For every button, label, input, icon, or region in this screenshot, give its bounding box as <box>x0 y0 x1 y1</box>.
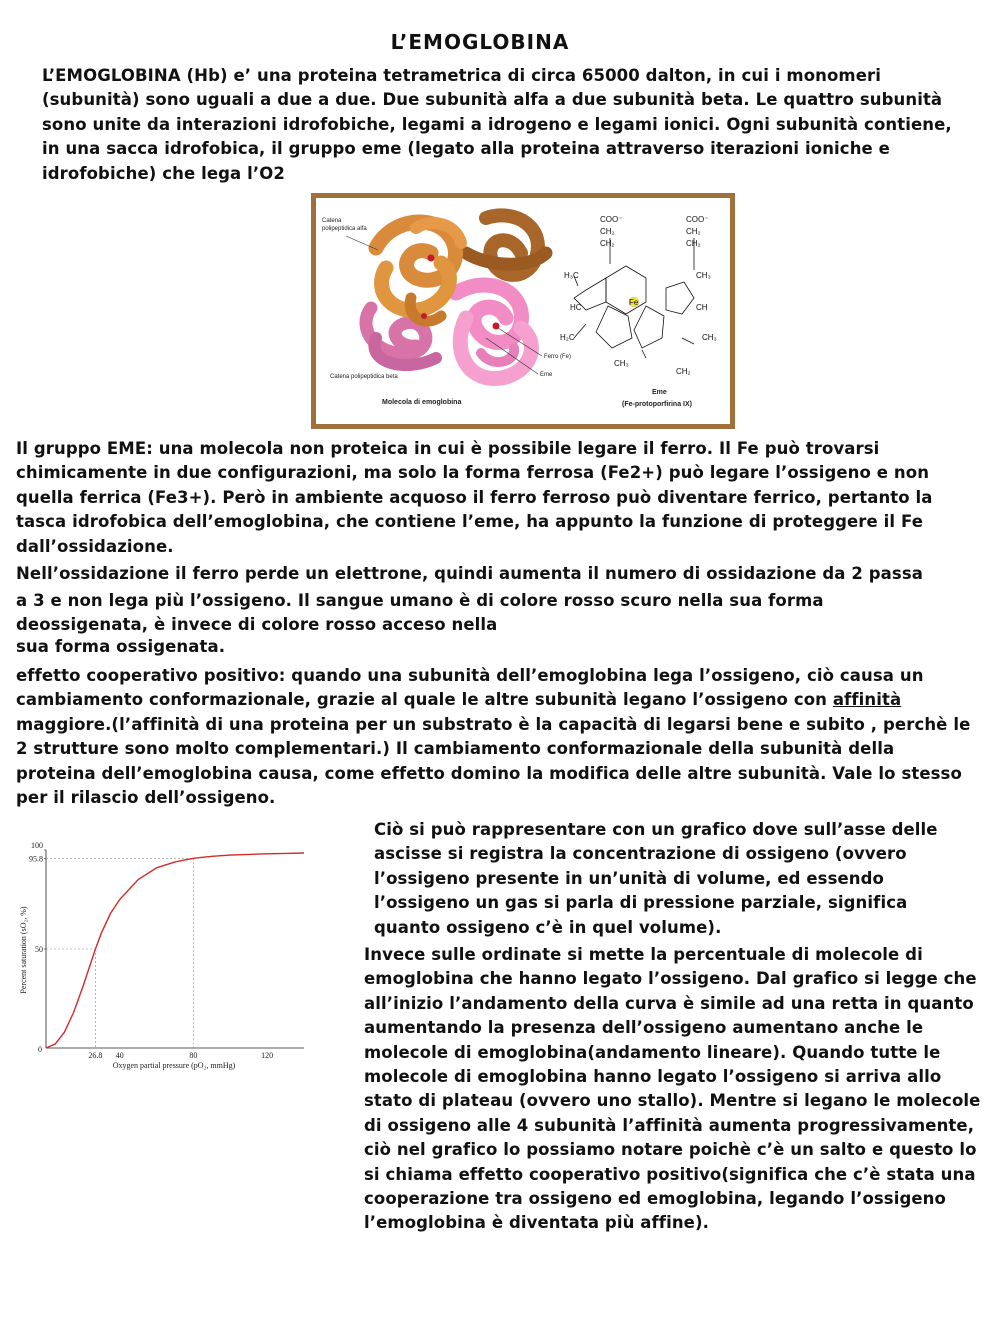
y-tick-label: 95.8 <box>29 854 43 864</box>
y-tick-label: 100 <box>31 841 43 850</box>
hemoglobin-figure <box>311 193 735 429</box>
oxidation-line-3: deossigenata, è invece di colore rosso acceso nella <box>16 615 498 634</box>
svg-text:COO⁻: COO⁻ <box>686 215 709 224</box>
alpha-chain-label-1: Catena <box>322 218 342 224</box>
iron-label: Ferro (Fe) <box>544 354 571 360</box>
chart-svg <box>14 838 314 1078</box>
hemoglobin-illustration <box>316 198 730 424</box>
heme-caption-2: (Fe-protoporfirina IX) <box>622 401 692 408</box>
heme-paragraph: Il gruppo EME: una molecola non proteica in cui è possibile legare il ferro. Il Fe può trovarsi chimicamente in due configurazioni, ma solo la forma ferrosa (Fe2+) può legare l’ossigeno e non quella ferrica (Fe3+). Però in ambiente acquoso il ferro ferroso può diventare ferrico, pertanto la tasca idrofobica dell’emoglobina, che contiene l’eme, ha appunto la funzione di proteggere il Fe dall’ossidazione. <box>16 439 933 556</box>
svg-text:HC: HC <box>570 303 582 312</box>
oxidation-paragraph <box>16 560 976 658</box>
svg-text:H₃C: H₃C <box>564 271 579 280</box>
cooperative-effect-paragraph <box>16 664 976 810</box>
svg-text:COO⁻: COO⁻ <box>600 215 623 224</box>
graph-analysis-paragraph: Invece sulle ordinate si mette la percentuale di molecole di emoglobina che hanno legato l’ossigeno. Dal grafico si legge che all’inizio l’andamento della curva è simile ad una retta in quanto aumentando la presenza dell’ossigeno aumentano anche le molecole di emoglobina(andamento lineare). Quando tutte le molecole di emoglobina hanno legato l’ossigeno si arriva allo stato di plateau (ovvero uno stallo). Mentre si legano le molecole di ossigeno alle 4 subunità l’affinità aumenta progressivamente, ciò nel grafico lo possiamo notare poichè c’è un salto e questo lo si chiama effetto cooperativo positivo(significa che c’è stata una cooperazione tra ossigeno ed emoglobina, legando l’ossigeno l’emoglobina è diventata più affine). <box>364 945 981 1233</box>
svg-text:CH₃: CH₃ <box>702 333 717 342</box>
x-axis-label: Oxygen partial pressure (pO₂, mmHg) <box>112 1061 236 1070</box>
cooperative-text-b: maggiore.(l’affinità di una proteina per un substrato è la capacità di legarsi bene e subito , perchè le 2 strutture sono molto complementari.) Il cambiamento conformazionale della subunità della proteina dell’emoglobina causa, come effetto domino la modifica delle altre subunità. Vale lo stesso per il rilascio dell’ossigeno. <box>16 714 971 808</box>
alpha-chain-label-2: polipeptidica alfa <box>322 226 367 232</box>
beta-chain-label: Catena polipeptidica beta <box>330 374 398 380</box>
svg-text:Fe: Fe <box>629 298 639 307</box>
x-tick-label: 80 <box>189 1051 198 1060</box>
svg-text:CH₂: CH₂ <box>686 239 701 248</box>
saturation-curve <box>46 853 304 1048</box>
svg-text:CH₂: CH₂ <box>600 227 615 236</box>
molecule-caption: Molecola di emoglobina <box>382 399 462 406</box>
cooperative-text-a: effetto cooperativo positivo: quando una subunità dell’emoglobina lega l’ossigeno, ciò causa un cambiamento conformazionale, grazie al quale le altre subunità legano l’ossigeno con <box>16 666 924 710</box>
oxidation-line-4: sua forma ossigenata. <box>16 637 226 656</box>
x-tick-label: 0 <box>38 1045 42 1054</box>
svg-text:CH₃: CH₃ <box>696 271 711 280</box>
page-title: L’EMOGLOBINA <box>390 30 570 54</box>
svg-text:CH₂: CH₂ <box>600 239 615 248</box>
heme-caption-1: Eme <box>652 389 667 396</box>
svg-text:H₂C: H₂C <box>560 333 575 342</box>
svg-text:CH₂: CH₂ <box>676 367 691 376</box>
svg-text:CH₂: CH₂ <box>686 227 701 236</box>
y-tick-label: 50 <box>35 945 43 954</box>
svg-text:CH₃: CH₃ <box>614 359 629 368</box>
heme-pointer-label: Eme <box>540 372 553 378</box>
x-tick-label: 26.8 <box>88 1051 103 1060</box>
affinity-underlined: affinità <box>832 690 902 710</box>
oxidation-line-1: Nell’ossidazione il ferro perde un elettrone, quindi aumenta il numero di ossidazione da 2 passa <box>16 564 923 583</box>
intro-paragraph: L’EMOGLOBINA (Hb) e’ una proteina tetrametrica di circa 65000 dalton, in cui i monomeri (subunità) sono uguali a due a due. Due subunità alfa a due subunità beta. Le quattro subunità sono unite da interazioni idrofobiche, legami a idrogeno e legami ionici. Ogni subunità contiene, in una sacca idrofobica, il gruppo eme (legato alla proteina attraverso iterazioni ioniche e idrofobiche) che lega l’O2 <box>42 66 952 183</box>
oxygen-saturation-chart <box>14 838 314 1078</box>
oxidation-line-2: a 3 e non lega più l’ossigeno. Il sangue umano è di colore rosso scuro nella sua forma <box>16 591 824 610</box>
y-axis-label: Percent saturation (sO₂, %) <box>19 906 28 994</box>
x-tick-label: 120 <box>261 1051 274 1060</box>
svg-text:CH: CH <box>696 303 708 312</box>
graph-explanation-paragraph: Ciò si può rappresentare con un grafico dove sull’asse delle ascisse si registra la concentrazione di ossigeno (ovvero l’ossigeno presente in un’unità di volume, ed essendo l’ossigeno un gas si parla di pressione parziale, significa quanto ossigeno c’è in quel volume). <box>374 820 938 937</box>
x-tick-label: 40 <box>115 1051 124 1060</box>
